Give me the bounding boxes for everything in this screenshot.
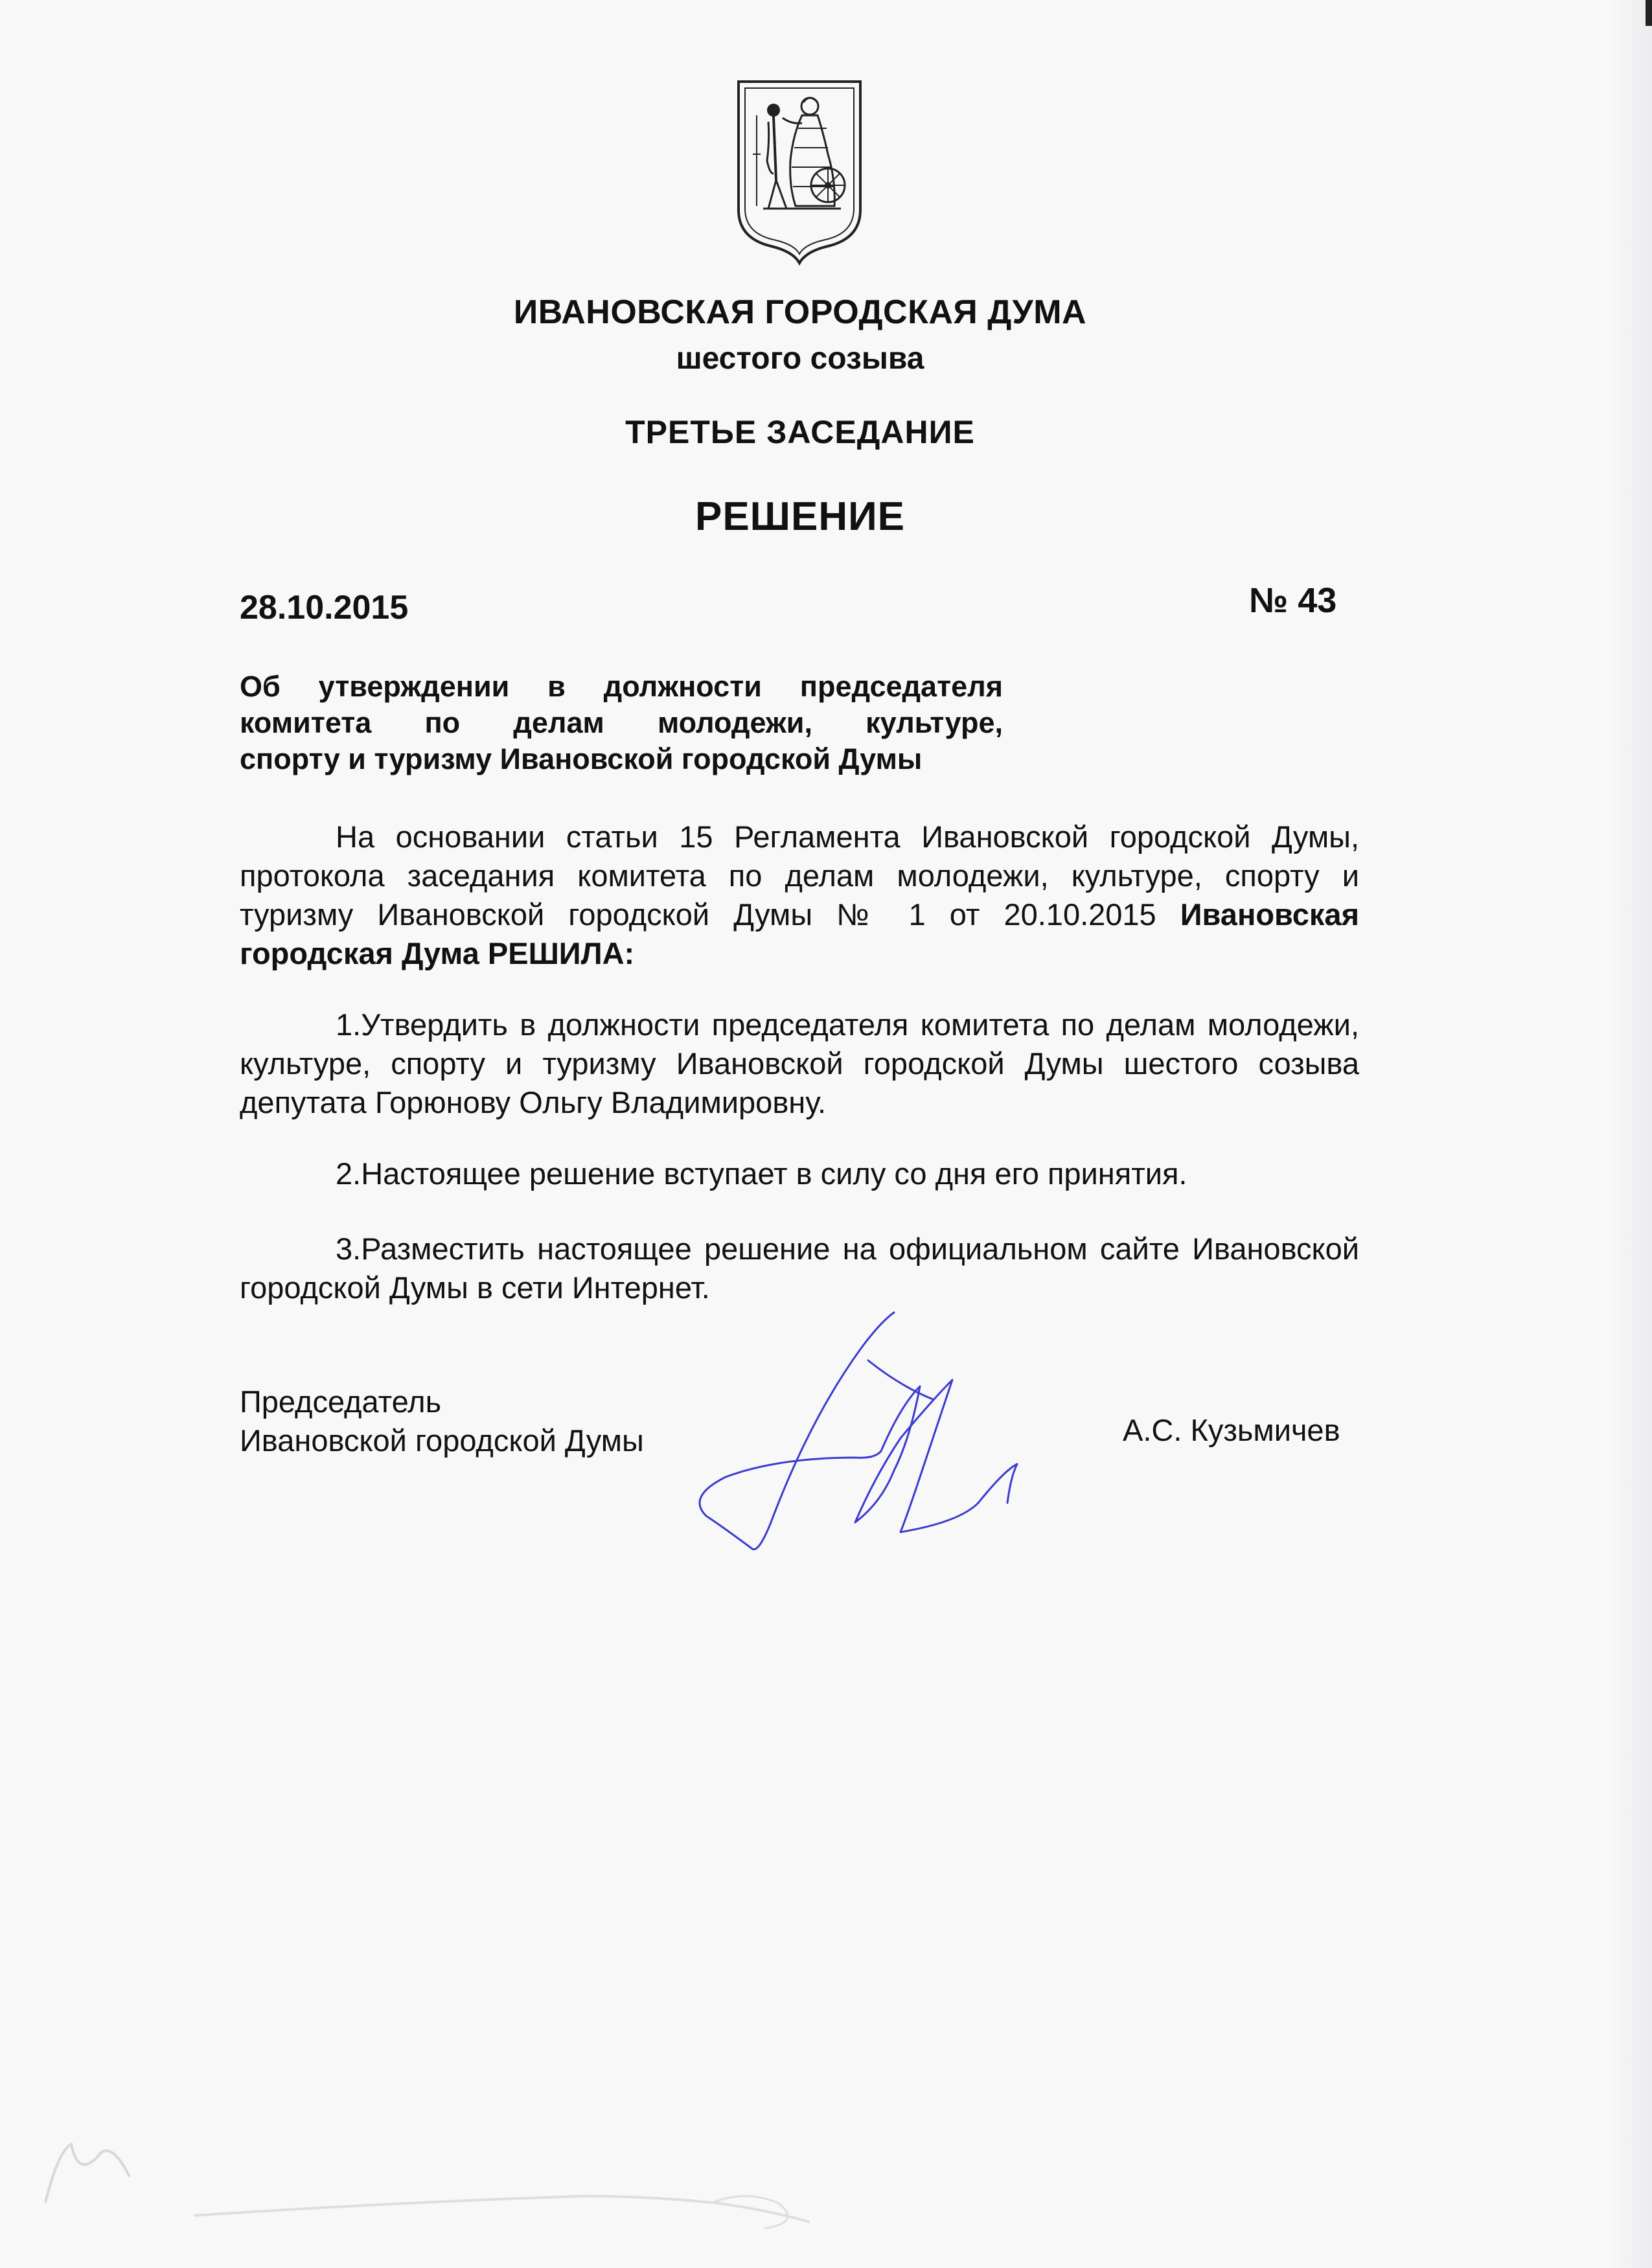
document-type-title: РЕШЕНИЕ xyxy=(694,494,906,539)
preamble-text: На основании статьи 15 Регламента Ивановской городской Думы, протокола заседания комитета по делам молодежи, культуре, спорту и туризму Ивановской городской Думы № 1 от 20.10.2015 xyxy=(240,819,1359,932)
subject-line: спорту и туризму Ивановской городской Думы xyxy=(240,742,923,775)
item-2-text: 2.Настоящее решение вступает в силу со дня его принятия. xyxy=(336,1156,1187,1191)
scanner-edge-mark xyxy=(1646,0,1652,26)
item-1-text: 1.Утвердить в должности председателя комитета по делам молодежи, культуре, спорту и туризму Ивановской городской Думы шестого созыва депутата Горюнову Ольгу Владимировну. xyxy=(240,1007,1359,1119)
item-3-text: 3.Разместить настоящее решение на официальном сайте Ивановской городской Думы в сети Интернет. xyxy=(240,1231,1359,1305)
session-title: ТРЕТЬЕ ЗАСЕДАНИЕ xyxy=(625,414,975,450)
city-coat-of-arms-icon xyxy=(731,76,868,266)
handwritten-signature xyxy=(687,1309,1050,1568)
faint-bleedthrough-marks xyxy=(0,2008,972,2267)
organization-title: ИВАНОВСКАЯ ГОРОДСКАЯ ДУМА xyxy=(513,293,1087,331)
document-number: № 43 xyxy=(1249,581,1337,620)
subject-line: Об утверждении в должности председателя xyxy=(240,670,1003,703)
convocation-subtitle: шестого созыва xyxy=(676,341,924,376)
subject-line: комитета по делам молодежи, культуре, xyxy=(240,706,1003,739)
position-line: Председатель xyxy=(240,1384,442,1419)
page-edge-shadow xyxy=(1607,0,1652,2268)
item-3-paragraph xyxy=(240,1230,1359,1307)
item-2-paragraph xyxy=(240,1154,1359,1193)
decided-text: Ивановская городская Дума РЕШИЛА: xyxy=(240,897,1359,970)
document-subject xyxy=(240,669,1003,777)
document-date: 28.10.2015 xyxy=(240,589,409,626)
signatory-position xyxy=(240,1382,644,1460)
item-1-paragraph xyxy=(240,1005,1359,1122)
position-line: Ивановской городской Думы xyxy=(240,1423,644,1458)
signatory-name: А.С. Кузьмичев xyxy=(1123,1413,1340,1447)
preamble-paragraph xyxy=(240,818,1359,973)
